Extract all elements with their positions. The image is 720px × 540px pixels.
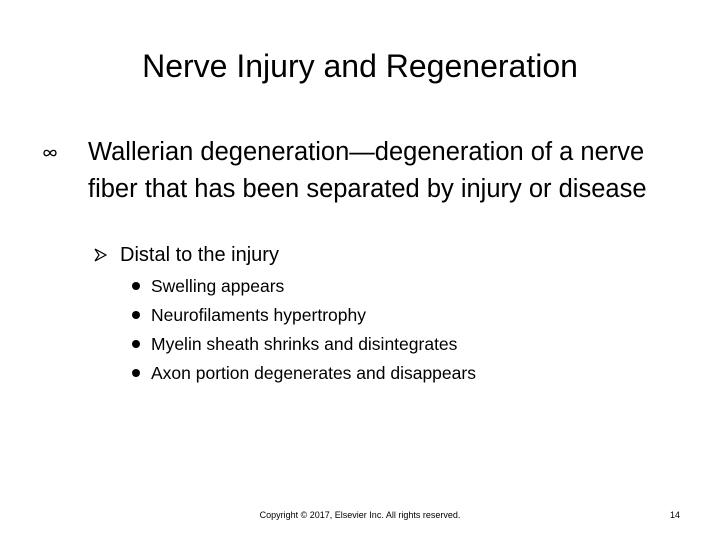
bullet-dot-icon (132, 311, 140, 319)
bullet-dot-icon (132, 282, 140, 290)
bullet-dot-icon (132, 340, 140, 348)
list-item-text: Axon portion degenerates and disappears (151, 363, 476, 383)
list-item-text: Swelling appears (151, 276, 285, 296)
copyright-footer: Copyright © 2017, Elsevier Inc. All rights reserved. (259, 510, 461, 520)
page-number: 14 (669, 510, 680, 520)
infinity-bullet-icon (42, 146, 58, 158)
bullet-dot-icon (132, 369, 140, 377)
arrowhead-bullet-icon (93, 248, 107, 262)
list-item-text: Neurofilaments hypertrophy (151, 305, 366, 325)
list-item-text: Myelin sheath shrinks and disintegrates (151, 334, 458, 354)
main-bullet-text: Wallerian degeneration—degeneration of a nerve fiber that has been separated by injury or disease (88, 138, 647, 203)
sub-bullet-text: Distal to the injury (120, 244, 279, 266)
slide-title: Nerve Injury and Regeneration (142, 48, 578, 84)
